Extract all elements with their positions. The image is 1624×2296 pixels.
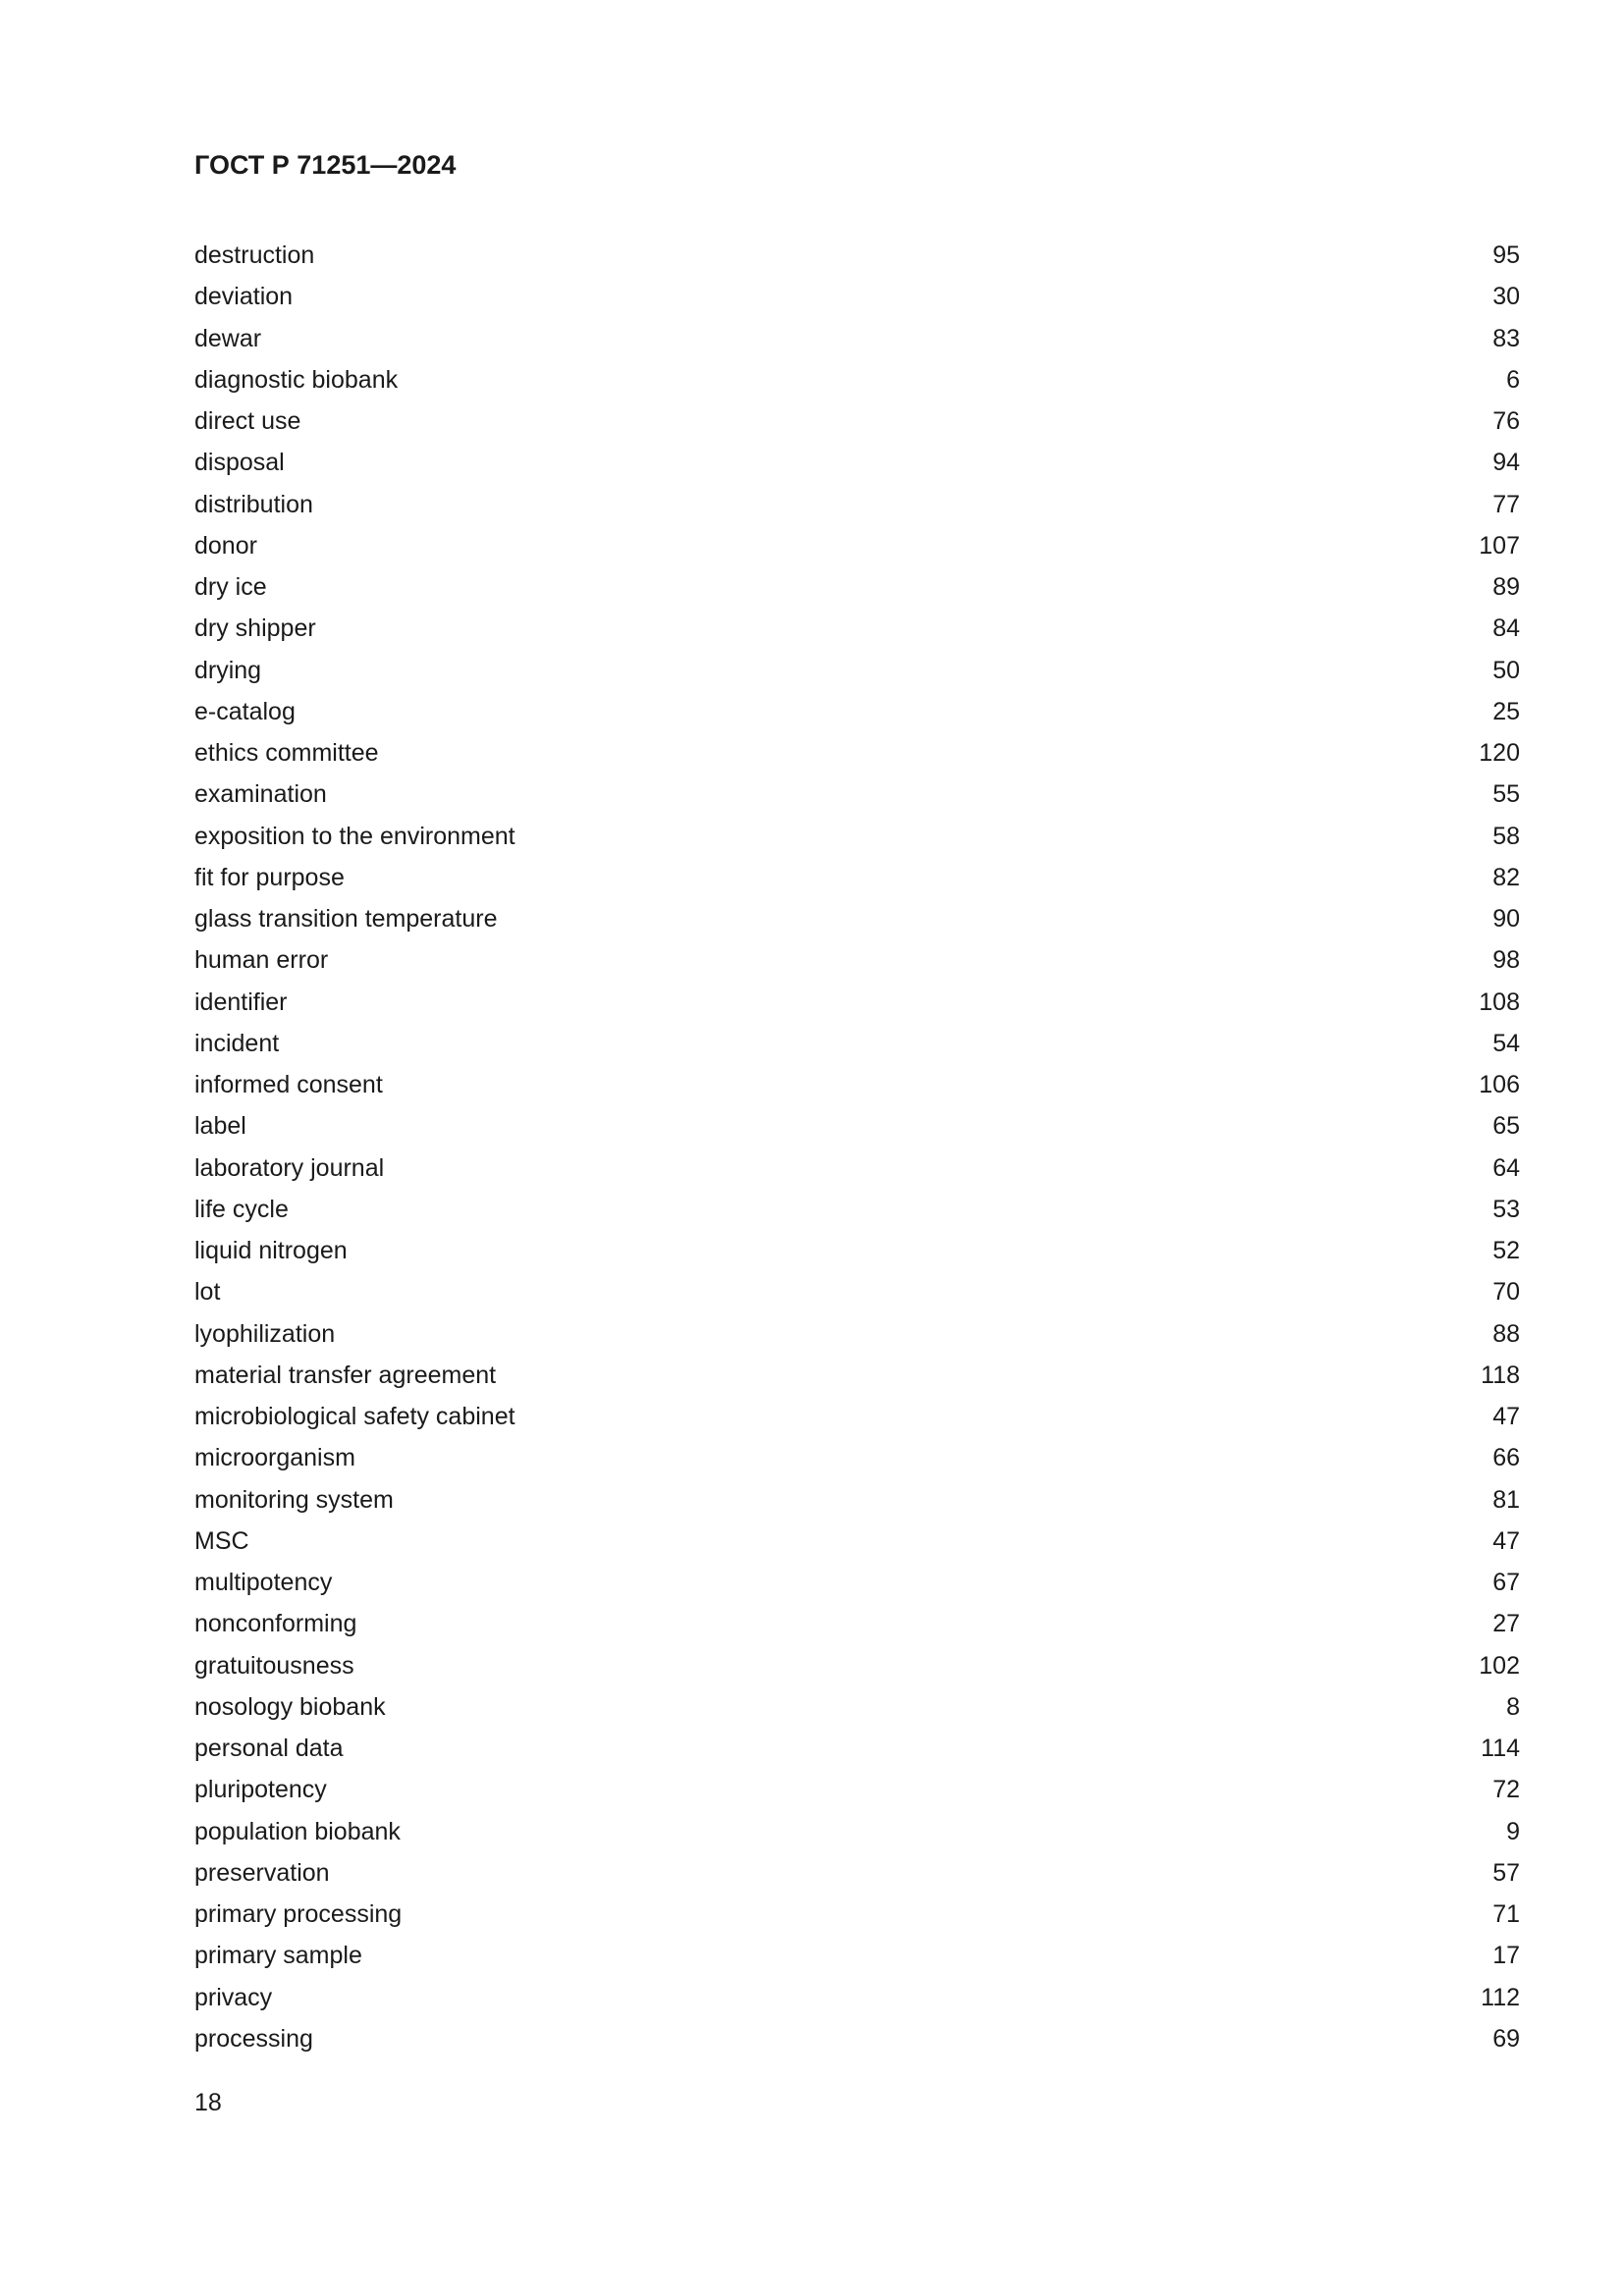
index-entry [194,1772,1520,1813]
index-term-number: 30 [1492,283,1520,311]
index-entry [194,901,1520,942]
index-term: lot [194,1278,221,1307]
index-entry [194,1358,1520,1399]
index-term-number: 17 [1492,1942,1520,1970]
index-entry [194,1980,1520,2021]
index-term-number: 89 [1492,573,1520,601]
index-entry [194,279,1520,320]
index-term: fit for purpose [194,863,345,891]
index-term: multipotency [194,1569,333,1596]
index-term-number: 47 [1492,1403,1520,1430]
index-term-number: 118 [1481,1361,1520,1389]
index-term-number: 77 [1492,490,1520,518]
index-entry [194,403,1520,445]
index-term: e-catalog [194,697,296,725]
index-term: population biobank [194,1817,401,1845]
index-entry [194,362,1520,403]
index-term-number: 120 [1479,739,1520,767]
index-entry [194,1648,1520,1689]
index-term-number: 8 [1506,1692,1520,1721]
index-term-number: 52 [1492,1237,1520,1264]
index-term-number: 70 [1492,1278,1520,1307]
index-entry [194,611,1520,652]
index-entry [194,653,1520,694]
index-term: dry shipper [194,614,316,643]
index-term: material transfer agreement [194,1361,497,1389]
index-entry [194,694,1520,735]
index-entry [194,1689,1520,1731]
index-entry [194,1523,1520,1565]
index-entry [194,1565,1520,1606]
index-entry [194,776,1520,818]
index-entry [194,860,1520,901]
index-entry [194,1026,1520,1067]
index-term: glass transition temperature [194,905,498,933]
index-term-number: 76 [1492,407,1520,435]
index-term-number: 54 [1492,1029,1520,1057]
index-term: lyophilization [194,1319,336,1348]
index-term: liquid nitrogen [194,1237,348,1264]
index-term: label [194,1112,246,1141]
index-term-number: 71 [1492,1900,1520,1928]
index-entry [194,819,1520,860]
index-entry [194,1731,1520,1772]
index-term-number: 112 [1481,1983,1520,2011]
index-term: MSC [194,1526,249,1555]
index-entry [194,1274,1520,1315]
index-term-number: 107 [1479,531,1520,560]
index-entry [194,1855,1520,1896]
index-term: life cycle [194,1195,289,1223]
index-entry [194,942,1520,984]
index-entry [194,2021,1520,2062]
index-entry [194,1067,1520,1108]
index-term: dewar [194,324,262,352]
index-term-number: 69 [1492,2024,1520,2053]
index-term: privacy [194,1983,273,2011]
index-entry [194,1399,1520,1440]
index-term: donor [194,531,257,560]
index-term: exposition to the environment [194,822,515,850]
index-term-number: 81 [1492,1485,1520,1514]
index-entry [194,1440,1520,1481]
index-term-number: 94 [1492,449,1520,477]
index-term-number: 6 [1506,365,1520,394]
index-term: nosology biobank [194,1692,386,1721]
page-number: 18 [194,2089,222,2116]
index-term: gratuitousness [194,1651,354,1680]
index-entry [194,1192,1520,1233]
index-term: informed consent [194,1071,383,1098]
index-entry [194,1108,1520,1149]
index-term-number: 65 [1492,1112,1520,1141]
index-term: processing [194,2024,313,2053]
index-entry [194,1150,1520,1192]
index-entry [194,445,1520,486]
index-term: distribution [194,490,313,518]
index-term: direct use [194,407,301,435]
index-entry [194,569,1520,611]
index-term: deviation [194,283,294,311]
index-term: primary sample [194,1942,362,1970]
index-entry [194,1606,1520,1647]
alphabetical-index-list [194,238,1520,2062]
index-entry [194,1316,1520,1358]
index-term: human error [194,946,329,975]
index-term: laboratory journal [194,1153,385,1182]
index-entry [194,985,1520,1026]
index-entry [194,321,1520,362]
index-entry [194,528,1520,569]
index-term-number: 98 [1492,946,1520,975]
index-term-number: 25 [1492,697,1520,725]
index-entry [194,1896,1520,1938]
index-term-number: 58 [1492,822,1520,850]
index-term: preservation [194,1858,330,1887]
index-entry [194,487,1520,528]
index-term-number: 9 [1506,1817,1520,1845]
index-term: incident [194,1029,280,1057]
document-code-header: ГОСТ Р 71251—2024 [194,150,457,180]
index-term-number: 64 [1492,1153,1520,1182]
index-entry [194,1233,1520,1274]
index-term: microorganism [194,1444,355,1472]
index-term: dry ice [194,573,267,601]
index-term-number: 106 [1479,1071,1520,1098]
index-term-number: 27 [1492,1610,1520,1638]
index-entry [194,1482,1520,1523]
index-term: diagnostic biobank [194,365,399,394]
index-term: disposal [194,449,285,477]
index-term: personal data [194,1735,344,1762]
index-term: examination [194,780,327,809]
index-term: primary processing [194,1900,403,1928]
index-term-number: 53 [1492,1195,1520,1223]
index-term: destruction [194,241,315,269]
index-term-number: 84 [1492,614,1520,643]
index-term-number: 114 [1481,1735,1520,1762]
index-term-number: 88 [1492,1319,1520,1348]
index-term-number: 66 [1492,1444,1520,1472]
index-term-number: 50 [1492,656,1520,684]
index-term-number: 72 [1492,1776,1520,1804]
index-entry [194,1938,1520,1979]
index-term: pluripotency [194,1776,327,1804]
index-term: ethics committee [194,739,379,767]
index-term-number: 95 [1492,241,1520,269]
index-term: microbiological safety cabinet [194,1403,515,1430]
index-entry [194,735,1520,776]
index-term-number: 67 [1492,1569,1520,1596]
index-term-number: 47 [1492,1526,1520,1555]
index-term: monitoring system [194,1485,394,1514]
index-term-number: 90 [1492,905,1520,933]
index-term: drying [194,656,262,684]
index-entry [194,238,1520,279]
index-term: nonconforming [194,1610,357,1638]
index-entry [194,1814,1520,1855]
index-term-number: 108 [1479,988,1520,1016]
index-term-number: 102 [1479,1651,1520,1680]
index-term-number: 82 [1492,863,1520,891]
index-term: identifier [194,988,288,1016]
index-term-number: 55 [1492,780,1520,809]
index-term-number: 83 [1492,324,1520,352]
index-term-number: 57 [1492,1858,1520,1887]
